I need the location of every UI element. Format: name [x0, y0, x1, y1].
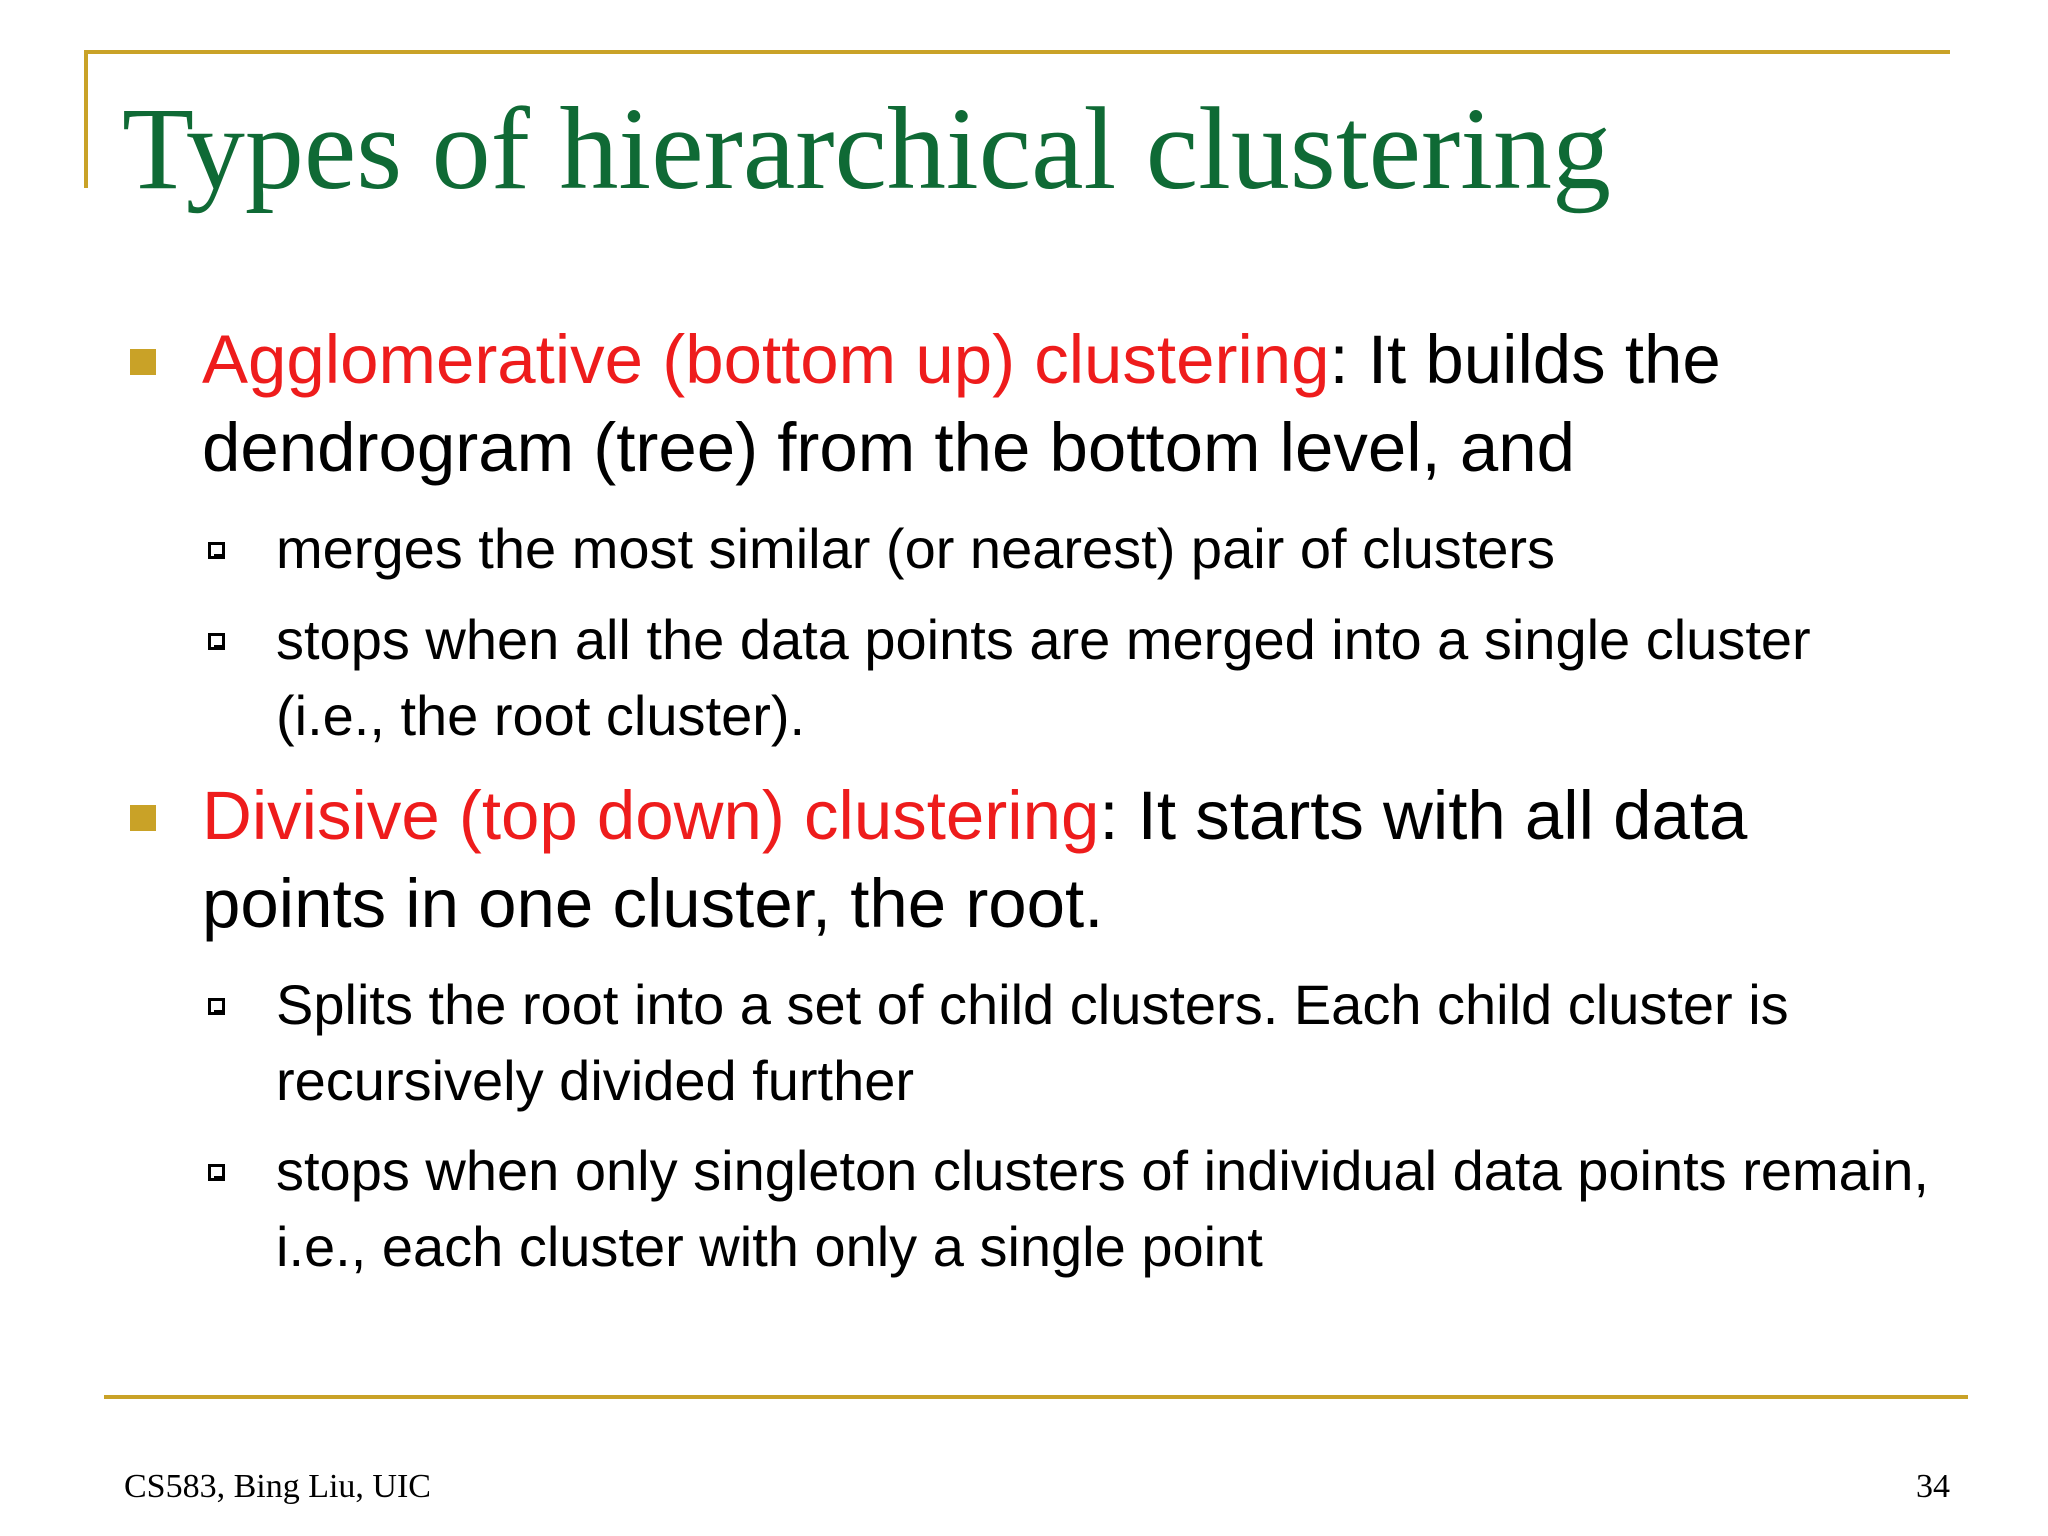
checkbox-bullet-icon: [208, 542, 225, 559]
bottom-rule: [104, 1395, 1968, 1399]
square-bullet-icon: [130, 805, 156, 831]
subbullet-text: stops when all the data points are merged into a single cluster (i.e., the root cluster).: [276, 608, 1811, 747]
page-number: 34: [1916, 1468, 1950, 1505]
checkbox-bullet-icon: [208, 998, 225, 1015]
bullet-text: : It builds the dendrogram (tree) from the bottom level, and: [202, 321, 1721, 486]
bullet-agglomerative: [202, 316, 1962, 492]
left-rule: [84, 50, 88, 188]
subbullet-splits: [276, 967, 1936, 1119]
subbullet-text: merges the most similar (or nearest) pair of clusters: [276, 517, 1556, 580]
top-rule: [84, 50, 1950, 54]
checkbox-bullet-icon: [208, 633, 225, 650]
subbullet-stops-singleton: [276, 1133, 1936, 1285]
bullet-divisive: [202, 772, 1902, 948]
subbullet-text: stops when only singleton clusters of individual data points remain, i.e., each cluster with only a single point: [276, 1139, 1929, 1278]
bullet-text: : It starts with all data points in one cluster, the root.: [202, 777, 1748, 942]
subbullet-text: Splits the root into a set of child clusters. Each child cluster is recursively divided further: [276, 973, 1789, 1112]
square-bullet-icon: [130, 349, 156, 375]
bullet-highlight: Divisive (top down) clustering: [202, 777, 1100, 854]
footer-course: CS583, Bing Liu, UIC: [124, 1468, 431, 1505]
checkbox-bullet-icon: [208, 1164, 225, 1181]
subbullet-stops-root: [276, 602, 1836, 754]
subbullet-merges: [276, 511, 1996, 587]
slide-title: Types of hierarchical clustering: [122, 83, 1612, 214]
bullet-highlight: Agglomerative (bottom up) clustering: [202, 321, 1330, 398]
